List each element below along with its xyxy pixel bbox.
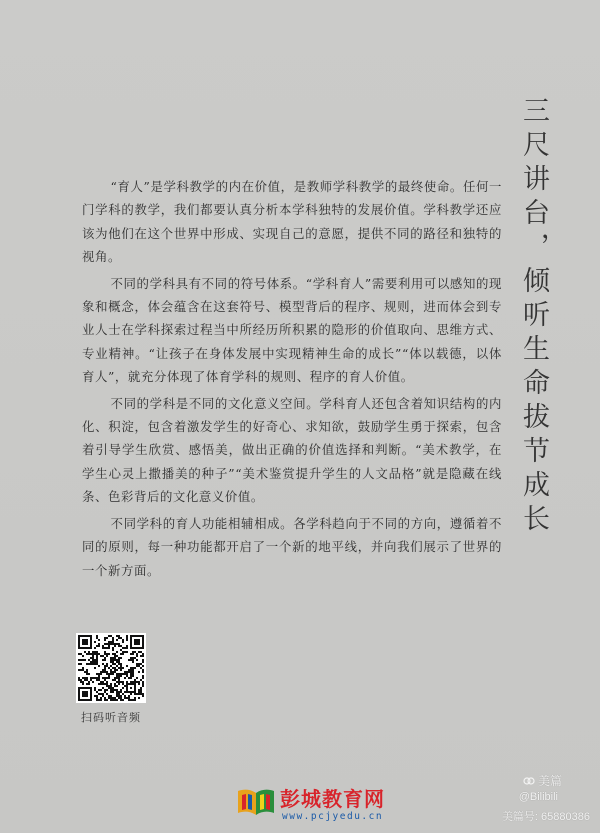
qr-code-icon[interactable] (76, 633, 146, 703)
meipian-label: 美篇 (537, 774, 562, 788)
vertical-title: 三尺讲台，倾听生命拔节成长 (518, 96, 549, 538)
article-body (82, 175, 502, 585)
qr-block[interactable] (76, 633, 146, 725)
logo-url[interactable]: www.pcjyedu.cn (282, 811, 384, 822)
meipian-icon (523, 775, 535, 787)
bilibili-watermark: @Bilibili (518, 791, 558, 803)
meipian-watermark (523, 772, 562, 789)
paragraph-1: “育人”是学科教学的内在价值，是教师学科教学的最终使命。任何一门学科的教学，我们都要认真分析本学科独特的发展价值。学科教学还应该为他们在这个世界中形成、实现自己的意愿，提供不同的路径和独特的视角。 (82, 179, 502, 265)
qr-caption: 扫码听音频 (81, 711, 141, 724)
meipian-id-watermark: 美篇号: 65880386 (501, 811, 590, 823)
logo-name: 彭城教育网 (280, 787, 385, 811)
site-logo[interactable] (236, 783, 436, 827)
paragraph-4: 不同学科的育人功能相辅相成。各学科趋向于不同的方向，遵循着不同的原则，每一种功能都开启了一个新的地平线，并向我们展示了世界的一个新方面。 (82, 515, 502, 578)
paragraph-2: 不同的学科具有不同的符号体系。“学科育人”需要利用可以感知的现象和概念，体会蕴含在这套符号、模型背后的程序、规则，进而体会到专业人士在学科探索过程当中所经历所积累的隐形的价值取向、思维方式、专业精神。“让孩子在身体发展中实现精神生命的成长”“体以载德，以体育人”，就充分体现了体育学科的规则、程序的育人价值。 (82, 275, 502, 385)
paragraph-3: 不同的学科是不同的文化意义空间。学科育人还包含着知识结构的内化、积淀，包含着激发学生的好奇心、求知欲，鼓励学生勇于探索，包含着引导学生欣赏、感悟美，做出正确的价值选择和判断。“美术教学，在学生心灵上撒播美的种子”“美术鉴赏提升学生的人文品格”就是隐藏在线条、色彩背后的文化意义价值。 (82, 395, 502, 505)
open-book-logo-icon (236, 785, 276, 819)
